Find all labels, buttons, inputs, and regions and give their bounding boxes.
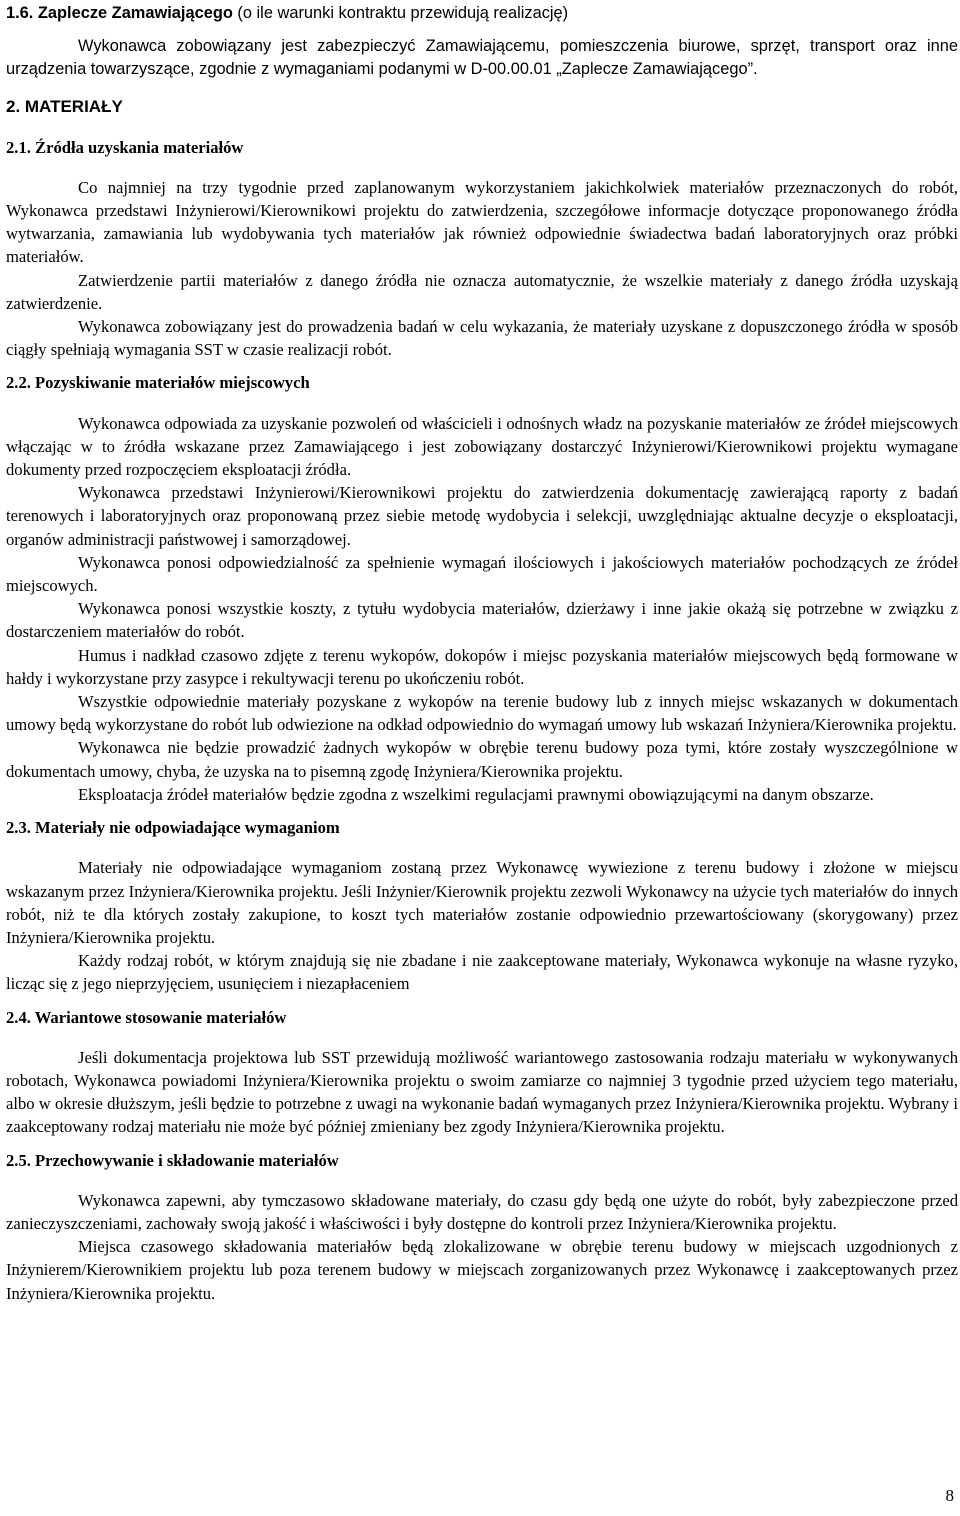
page-number: 8 — [945, 1486, 954, 1505]
paragraph: Wykonawca odpowiada za uzyskanie pozwoleń od właścicieli i odnośnych władz na pozyskanie materiałów ze źródeł miejscowych włączając w to źródła wskazane przez Zamawiającego i jest zobowiązany dostarczyć Inżynierowi/Kierownikowi projektu wymagane dokumenty przed rozpoczęciem eksploatacji źródła. — [6, 413, 958, 480]
paragraph: Wykonawca nie będzie prowadzić żadnych wykopów w obrębie terenu budowy poza tymi, które zostały wyszczególnione w dokumentach umowy, chyba, że uzyska na to pisemną zgodę Inżyniera/Kierownika projektu. — [6, 738, 958, 781]
paragraph: Jeśli dokumentacja projektowa lub SST przewidują możliwość wariantowego zastosowania rodzaju materiału w wykonywanych robotach, Wykonawca powiadomi Inżyniera/Kierownika projektu o swoim zamiarze co najmniej 3 tygodnie przed użyciem tego materiału, albo w okresie dłuższym, jeśli będzie to potrzebne z uwagi na wykonanie badań wymaganych przez Inżyniera/Kierownika projektu. Wybrany i zaakceptowany rodzaj materiału nie może być później zmieniany bez zgody Inżyniera/Kierownika projektu. — [6, 1047, 958, 1137]
section-2-5-heading: 2.5. Przechowywanie i składowanie materiałów — [6, 1150, 339, 1170]
document-page — [6, 0, 958, 1305]
section-2-2-heading: 2.2. Pozyskiwanie materiałów miejscowych — [6, 373, 310, 393]
paragraph: Miejsca czasowego składowania materiałów będą zlokalizowane w obrębie terenu budowy w miejscach uzgodnionych z Inżynierem/Kierownikiem projektu lub poza terenem budowy w miejscach zorganizowanych przez Wykonawcę i zaakceptowanych przez Inżyniera/Kierownika projektu. — [6, 1237, 958, 1303]
paragraph: Eksploatacja źródeł materiałów będzie zgodna z wszelkimi regulacjami prawnymi obowiązującymi na danym obszarze. — [78, 784, 874, 804]
section-2-3-heading: 2.3. Materiały nie odpowiadające wymaganiom — [6, 818, 340, 838]
paragraph: Wykonawca przedstawi Inżynierowi/Kierownikowi projektu do zatwierdzenia dokumentację zawierającą raporty z badań terenowych i laboratoryjnych oraz proponowaną przez siebie metodę wydobycia i selekcji, uwzględniając aktualne decyzje o eksploatacji, organów administracji państwowej i samorządowej. — [6, 483, 958, 549]
paragraph: Wszystkie odpowiednie materiały pozyskane z wykopów na terenie budowy lub z innych miejsc wskazanych w dokumentach umowy będą wykorzystane do robót lub odwiezione na odkład odpowiednio do wymagań umowy lub wskazań Inżyniera/Kierownika projektu. — [6, 692, 958, 735]
paragraph: Wykonawca ponosi wszystkie koszty, z tytułu wydobycia materiałów, dzierżawy i inne jakie okażą się potrzebne w związku z dostarczeniem materiałów do robót. — [6, 599, 958, 642]
section-2-4-heading: 2.4. Wariantowe stosowanie materiałów — [6, 1007, 287, 1027]
section-1-6-title-suffix: (o ile warunki kontraktu przewidują realizację) — [232, 4, 569, 22]
section-2-heading: 2. MATERIAŁY — [6, 97, 123, 117]
section-1-6-heading — [6, 1, 958, 25]
section-1-6-title: 1.6. Zaplecze Zamawiającego — [6, 4, 233, 22]
paragraph: Wykonawca zobowiązany jest do prowadzenia badań w celu wykazania, że materiały uzyskane z dopuszczonego źródła w sposób ciągły spełniają wymagania SST w czasie realizacji robót. — [6, 317, 958, 360]
paragraph: Każdy rodzaj robót, w którym znajdują się nie zbadane i nie zaakceptowane materiały, Wykonawca wykonuje na własne ryzyko, licząc się z jego nieprzyjęciem, usunięciem i niezapłaceniem — [6, 951, 958, 994]
paragraph: Co najmniej na trzy tygodnie przed zaplanowanym wykorzystaniem jakichkolwiek materiałów przeznaczonych do robót, Wykonawca przedstawi Inżynierowi/Kierownikowi projektu do zatwierdzenia, szczegółowe informacje dotyczące proponowanego źródła wytwarzania, zamawiania lub wydobywania tych materiałów jak również odpowiednie świadectwa badań laboratoryjnych oraz próbki materiałów. — [6, 177, 958, 267]
paragraph: Materiały nie odpowiadające wymaganiom zostaną przez Wykonawcę wywiezione z terenu budowy i złożone w miejscu wskazanym przez Inżyniera/Kierownika projektu. Jeśli Inżynier/Kierownik projektu zezwoli Wykonawcy na użycie tych materiałów do innych robót, niż te dla których zostały zakupione, to koszt tych materiałów zostanie odpowiednio przewartościowany (skorygowany) przez Inżyniera/Kierownika projektu. — [6, 858, 958, 947]
paragraph: Humus i nadkład czasowo zdjęte z terenu wykopów, dokopów i miejsc pozyskania materiałów miejscowych będą formowane w hałdy i wykorzystane przy zasypce i rekultywacji terenu po ukończeniu robót. — [6, 645, 958, 688]
paragraph: Zatwierdzenie partii materiałów z danego źródła nie oznacza automatycznie, że wszelkie materiały z danego źródła uzyskają zatwierdzenie. — [6, 270, 958, 313]
paragraph: Wykonawca ponosi odpowiedzialność za spełnienie wymagań ilościowych i jakościowych materiałów pochodzących ze źródeł miejscowych. — [6, 552, 958, 596]
section-1-6-paragraph: Wykonawca zobowiązany jest zabezpieczyć Zamawiającemu, pomieszczenia biurowe, sprzęt, transport oraz inne urządzenia towarzyszące, zgodnie z wymaganiami podanymi w D-00.00.01 „Zaplecze Zamawiającego”. — [6, 37, 958, 79]
section-2-1-heading: 2.1. Źródła uzyskania materiałów — [6, 137, 244, 157]
paragraph: Wykonawca zapewni, aby tymczasowo składowane materiały, do czasu gdy będą one użyte do robót, były zabezpieczone przed zanieczyszczeniami, zachowały swoją jakość i właściwości i były dostępne do kontroli przez Inżyniera/Kierownika projektu. — [6, 1190, 958, 1233]
